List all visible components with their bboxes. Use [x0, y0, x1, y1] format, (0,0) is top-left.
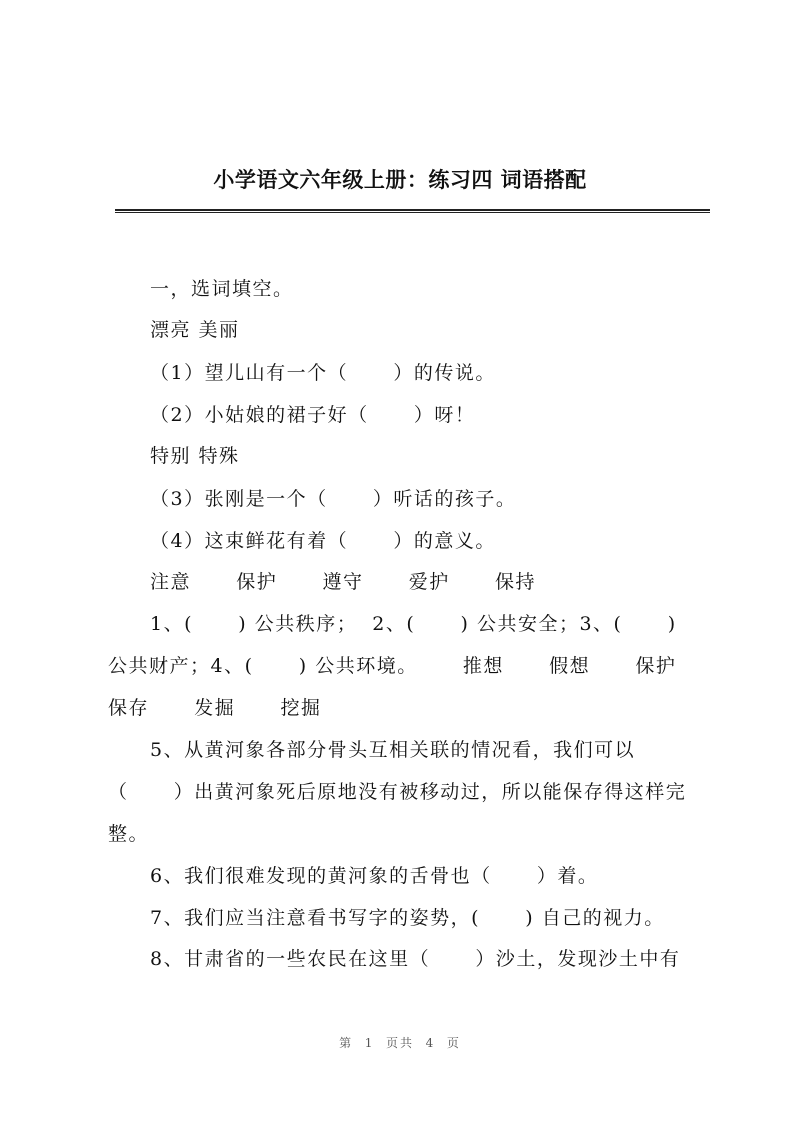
question-1: （1）望儿山有一个（ ）的传说。: [150, 362, 496, 384]
question-5-line-1: 5、从黄河象各部分骨头互相关联的情况看，我们可以: [150, 739, 636, 761]
fill-line-2: 公共财产；4、( ) 公共环境。 推想 假想 保护: [108, 655, 677, 677]
word-pair-2: 特别 特殊: [150, 445, 240, 467]
page-title: 小学语文六年级上册：练习四 词语搭配: [213, 167, 587, 192]
page-footer: 第 1 页共 4 页: [339, 1036, 461, 1050]
question-5-line-2: （ ）出黄河象死后原地没有被移动过，所以能保存得这样完: [108, 781, 687, 803]
word-pair-1: 漂亮 美丽: [150, 319, 240, 341]
fill-line-1: 1、( ) 公共秩序； 2、( ) 公共安全；3、( ): [150, 613, 677, 635]
question-8: 8、甘肃省的一些农民在这里（ ）沙土，发现沙土中有: [150, 948, 681, 970]
question-5-line-3: 整。: [108, 823, 150, 845]
question-7: 7、我们应当注意看书写字的姿势，( ) 自己的视力。: [150, 907, 665, 929]
title-divider: [115, 209, 710, 213]
word-bank-2: 保存 发掘 挖掘: [108, 697, 322, 719]
question-6: 6、我们很难发现的黄河象的舌骨也（ ）着。: [150, 865, 599, 887]
word-bank-1: 注意 保护 遵守 爱护 保持: [150, 571, 536, 593]
question-4: （4）这束鲜花有着（ ）的意义。: [150, 530, 496, 552]
question-3: （3）张刚是一个（ ）听话的孩子。: [150, 488, 517, 510]
question-2: （2）小姑娘的裙子好（ ）呀！: [150, 404, 476, 426]
section-heading: 一，选词填空。: [150, 278, 294, 300]
